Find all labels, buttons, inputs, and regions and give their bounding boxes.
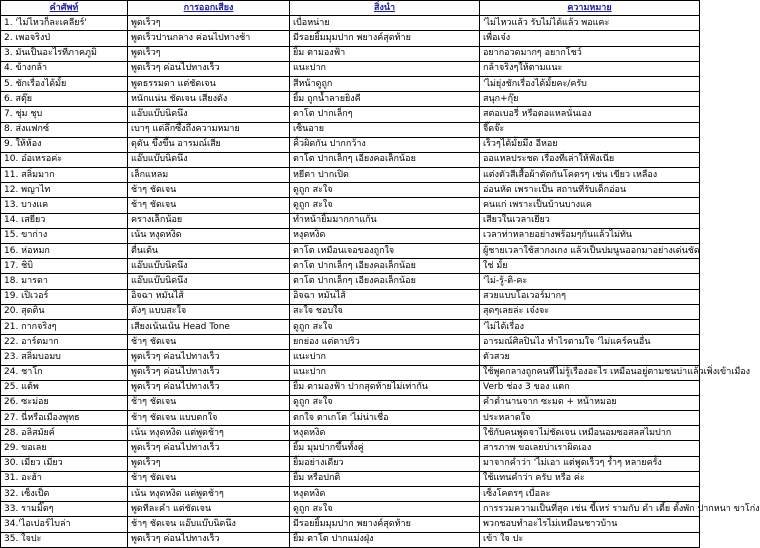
- vocabulary-cell: 24. ชาโก: [1, 365, 128, 380]
- meaning-cell: อ่อนหัด เพราะเป็น สถานที่รับเด็กอ่อน: [480, 183, 700, 198]
- expression-cell: เซ็นอาย: [290, 122, 480, 137]
- expression-cell: แนะปาก: [290, 365, 480, 380]
- pronunciation-cell: หนักแน่น ชัดเจน เสียงดัง: [128, 92, 290, 107]
- expression-cell: แนะปาก: [290, 61, 480, 76]
- pronunciation-cell: ดังๆ แบบสะใจ: [128, 304, 290, 319]
- expression-cell: ยิ้ม ถูกน้ำลายยิงคี: [290, 92, 480, 107]
- table-row: [1, 244, 700, 259]
- table-row: [1, 107, 700, 122]
- vocabulary-cell: 25. แต้พ: [1, 380, 128, 395]
- meaning-cell: จี๊ดจ๊ะ: [480, 122, 700, 137]
- meaning-cell: ใช้พูดกลางถูกคนที่ไม่รู้เรื่องอะไร เหมือนอยู่ตามชนบ่าแล้วเพิ่งเข้าเมือง: [480, 365, 700, 380]
- meaning-cell: เร็วๆได้มั้ยมึง อีหอย: [480, 137, 700, 152]
- expression-cell: ดูถูก สะใจ: [290, 198, 480, 213]
- table-body: [1, 16, 760, 548]
- expression-cell: ตาโต ปากเล็กๆ เอียงคอเล็กน้อย: [290, 152, 480, 167]
- table-row: [1, 365, 700, 380]
- meaning-cell: สารภาพ ขอเลยบ่าเราผิดเอง: [480, 441, 700, 456]
- expression-cell: ยิ้ม ตามองฟ้า: [290, 46, 480, 61]
- vocabulary-cell: 19. เปิเวอร์: [1, 289, 128, 304]
- meaning-cell: เซ็งโคตรๆ เบื่อละ: [480, 487, 700, 502]
- table-row: [1, 319, 700, 334]
- pronunciation-cell: ช้าๆ ชัดเจน: [128, 335, 290, 350]
- meaning-cell: ออแหลประชด เรื่องที่เล่าให้ฟังเนี่ย: [480, 152, 700, 167]
- vocabulary-cell: 23. สลิ่มบอมบ: [1, 350, 128, 365]
- expression-cell: ตาโต ปากเล็กๆ เอียงคอเล็กน้อย: [290, 259, 480, 274]
- meaning-cell: ตัวสวย: [480, 350, 700, 365]
- table-row: [1, 92, 700, 107]
- header-pronunciation: การออกเสียง: [128, 1, 290, 16]
- meaning-cell: ใช้กับคนพูดจาไม่ชัดเจน เหมือนอมซอสลสไมปาก: [480, 426, 700, 441]
- pronunciation-cell: พูดเร็วๆ: [128, 456, 290, 471]
- vocabulary-cell: 2. เพอจริงป่: [1, 31, 128, 46]
- meaning-cell: พวกชอบทำอะไรไม่เหมือนชาวบ้าน: [480, 517, 700, 532]
- pronunciation-cell: พูดธรรมดา แต่ชัดเจน: [128, 76, 290, 91]
- vocabulary-cell: 3. มันเป็นอะไรที่ภาคภูมิ: [1, 46, 128, 61]
- vocabulary-cell: 30. เมี่ยว เมี่ยว: [1, 456, 128, 471]
- header-expression: สิ่งนำ: [290, 1, 480, 16]
- vocabulary-cell: 9. ให้ห้อง: [1, 137, 128, 152]
- meaning-cell: ผู้ชายเวลาใช้สากงเกง แล้วเป็นปมนูนออกมาอย่างเด่นชัด: [480, 244, 700, 259]
- meaning-cell: เพื่อเจ๋ง: [480, 31, 700, 46]
- pronunciation-cell: ช้าๆ ชัดเจน: [128, 395, 290, 410]
- pronunciation-cell: พูดเร็วๆ ค่อนไปทางเร็ว: [128, 365, 290, 380]
- meaning-cell: 'ไม่ยุ่งชักเรื่องได้มั้ยคะ/ครับ: [480, 76, 700, 91]
- pronunciation-cell: เน้น หงุดหงิด: [128, 228, 290, 243]
- pronunciation-cell: แอ๊บแบ๊บนิดนึง: [128, 274, 290, 289]
- expression-cell: ยิ้ม หรือปกติ: [290, 471, 480, 486]
- expression-cell: ดูถูก สะใจ: [290, 395, 480, 410]
- pronunciation-cell: ช้าๆ ชัดเจน: [128, 198, 290, 213]
- meaning-cell: สตอเบอรี่ หรือตอแหลนั่นเอง: [480, 107, 700, 122]
- vocabulary-cell: 31. อะฮ้า: [1, 471, 128, 486]
- vocabulary-cell: 1. 'ไม่ไหวก็ละเคลียร์': [1, 16, 128, 31]
- expression-cell: ดูถูก สะใจ: [290, 319, 480, 334]
- meaning-cell: กล้าจริงๆให้ตามแนะ: [480, 61, 700, 76]
- vocabulary-cell: 13. บางแค: [1, 198, 128, 213]
- meaning-cell: เวลาท่าหลายอย่างพร้อมๆกันแล้วไม่ทัน: [480, 228, 700, 243]
- expression-cell: ตาโต เหมือนเจอของถูกใจ: [290, 244, 480, 259]
- expression-cell: ดูถูก สะใจ: [290, 502, 480, 517]
- table-row: [1, 16, 700, 31]
- table-row: [1, 31, 700, 46]
- vocabulary-cell: 20. สุดติน: [1, 304, 128, 319]
- vocabulary-cell: 29. ขอเลย: [1, 441, 128, 456]
- meaning-cell: สนุก+กุ๊ย: [480, 92, 700, 107]
- vocabulary-cell: 12. พญาไท: [1, 183, 128, 198]
- meaning-cell: Verb ช่อง 3 ของ แตก: [480, 380, 700, 395]
- pronunciation-cell: พูดเร็วๆ ค่อนไปทางเร็ว: [128, 61, 290, 76]
- pronunciation-cell: ดุดัน ขึ้งขึ้น อารมณ์เสีย: [128, 137, 290, 152]
- meaning-cell: อยากอวดมากๆ อยากโชว์: [480, 46, 700, 61]
- table-row: [1, 137, 700, 152]
- table-row: [1, 487, 700, 502]
- expression-cell: ยิ้มอย่างเดียว: [290, 456, 480, 471]
- pronunciation-cell: ช้าๆ ชัดเจน แอ๊บแบ๊บนิดนึง: [128, 517, 290, 532]
- pronunciation-cell: เสียงเน้นเน้น Head Tone: [128, 319, 290, 334]
- expression-cell: หงุดหงิด: [290, 228, 480, 243]
- expression-cell: คิ้วผิดกัน ปากกว้าง: [290, 137, 480, 152]
- table-row: [1, 152, 700, 167]
- header-vocabulary: คำศัพท์: [1, 1, 128, 16]
- vocabulary-cell: 17. ชิบิ: [1, 259, 128, 274]
- pronunciation-cell: เน้น หงุดหงิด แต่พูดช้าๆ: [128, 426, 290, 441]
- meaning-cell: สุดๆเลยล่ะ เจ๋งจะ: [480, 304, 700, 319]
- table-row: [1, 76, 700, 91]
- table-row: [1, 61, 700, 76]
- meaning-cell: อารมณ์ศิลปินไง ทำไรตามใจ 'ไม่แคร์คนอื่น: [480, 335, 700, 350]
- expression-cell: ตาโต ปากเล็กๆ เอียงคอเล็กน้อย: [290, 274, 480, 289]
- table-row: [1, 122, 700, 137]
- vocabulary-cell: 22. อาร์ตมาก: [1, 335, 128, 350]
- table-row: [1, 350, 700, 365]
- meaning-cell: การรวมความเป็นที่สุด เช่น ขี้เหร่ รามกับ ดำ เตี้ย ตั้งพัก ปากหนา ขาโก่ง: [480, 502, 700, 517]
- table-row: [1, 168, 700, 183]
- pronunciation-cell: พูดเร็วๆ: [128, 16, 290, 31]
- pronunciation-cell: แอ๊บแบ๊บนิดนึง: [128, 259, 290, 274]
- pronunciation-cell: อิจฉา หมั่นไส้: [128, 289, 290, 304]
- meaning-cell: เสียวในเวลาเยี่ยว: [480, 213, 700, 228]
- meaning-cell: คนแก่ เพราะเป็นบ้านบางแค: [480, 198, 700, 213]
- vocabulary-cell: 6. สตุ๊ย: [1, 92, 128, 107]
- pronunciation-cell: พูดทีละคำ แต่ชัดเจน: [128, 502, 290, 517]
- table-row: [1, 259, 700, 274]
- vocabulary-cell: 32. เซ็งเป็ด: [1, 487, 128, 502]
- expression-cell: หงุดหงิด: [290, 426, 480, 441]
- table-row: [1, 228, 700, 243]
- table-row: [1, 441, 700, 456]
- expression-cell: ยกย่อง แต่ตาปริว: [290, 335, 480, 350]
- pronunciation-cell: แอ๊บแบ๊บนิดนึง: [128, 152, 290, 167]
- table-row: [1, 395, 700, 410]
- meaning-cell: ประหลาดใจ: [480, 411, 700, 426]
- table-row: [1, 274, 700, 289]
- expression-cell: ตาโต ปากเล็กๆ: [290, 107, 480, 122]
- vocabulary-cell: 8. ส่งแฟกซ์: [1, 122, 128, 137]
- expression-cell: สะใจ ชอบใจ: [290, 304, 480, 319]
- table-row: [1, 380, 700, 395]
- table-row: [1, 46, 700, 61]
- meaning-cell: แต่งตัวสีเสื้อผ้าตัดกันโคตรๆ เช่น เขียว เหลือง: [480, 168, 700, 183]
- pronunciation-cell: พูดเร็วๆ: [128, 46, 290, 61]
- pronunciation-cell: พูดเร็วๆ ค่อนไปทางเร็ว: [128, 350, 290, 365]
- meaning-cell: สวยแบบโอเวอร์มากๆ: [480, 289, 700, 304]
- pronunciation-cell: พูดเร็วๆ ค่อนไปทางเร็ว: [128, 441, 290, 456]
- expression-cell: อิจฉา หมั่นไส้: [290, 289, 480, 304]
- meaning-cell: 'ไม่ได้เรื่อง: [480, 319, 700, 334]
- expression-cell: หยีตา ปากเปิด: [290, 168, 480, 183]
- pronunciation-cell: พูดเร็วๆ ค่อนไปทางเร็ว: [128, 532, 290, 547]
- table-row: [1, 517, 700, 532]
- pronunciation-cell: ช้าๆ ชัดเจน แบบตกใจ: [128, 411, 290, 426]
- table-row: [1, 426, 700, 441]
- table-row: [1, 502, 700, 517]
- table-row: [1, 411, 700, 426]
- meaning-cell: เข้า ใจ ปะ: [480, 532, 700, 547]
- expression-cell: ยิ้ม ตามองฟ้า ปากสุดท้ายไม่เท่ากัน: [290, 380, 480, 395]
- table-row: [1, 289, 700, 304]
- expression-cell: ยิ้ม ตาโต ปากแม่งฝุ่ง: [290, 532, 480, 547]
- vocabulary-cell: 28. อลิสมัยค์: [1, 426, 128, 441]
- pronunciation-cell: ช้าๆ ชัดเจน: [128, 183, 290, 198]
- expression-cell: มีรอยยิ้มมุมปาก พยางค์สุดท้าย: [290, 31, 480, 46]
- pronunciation-cell: ช้าๆ ชัดเจน: [128, 471, 290, 486]
- table-row: [1, 304, 700, 319]
- meaning-cell: 'ไม่-รู้-ติ-คะ: [480, 274, 700, 289]
- table-row: [1, 532, 700, 547]
- vocabulary-cell: 21. กากจริงๆ: [1, 319, 128, 334]
- pronunciation-cell: ครางเล็กน้อย: [128, 213, 290, 228]
- vocabulary-cell: 27. นี่หรือเมืองพุทธ: [1, 411, 128, 426]
- header-row: [1, 1, 700, 16]
- pronunciation-cell: พูดเร็วปานกลาง ค่อนไปทางช้า: [128, 31, 290, 46]
- expression-cell: เบื่อหน่าย: [290, 16, 480, 31]
- table-row: [1, 335, 700, 350]
- vocabulary-cell: 16. ห่อหมก: [1, 244, 128, 259]
- pronunciation-cell: เบาๆ แต่ลึกซึ้งถึงความหมาย: [128, 122, 290, 137]
- meaning-cell: ใช้แทนคำว่า ครับ หรือ ค่ะ: [480, 471, 700, 486]
- vocabulary-cell: 33. รามมิ๊ดๆ: [1, 502, 128, 517]
- pronunciation-cell: ตื่นเต้น: [128, 244, 290, 259]
- table-row: [1, 456, 700, 471]
- pronunciation-cell: เน้น หงุดหงิด แต่พูดช้าๆ: [128, 487, 290, 502]
- vocabulary-cell: 14. เสยี่ยว: [1, 213, 128, 228]
- expression-cell: แนะปาก: [290, 350, 480, 365]
- expression-cell: ดูถูก สะใจ: [290, 183, 480, 198]
- pronunciation-cell: พูดเร็วๆ ค่อนไปทางเร็ว: [128, 380, 290, 395]
- vocabulary-cell: 15. ขาก่าง: [1, 228, 128, 243]
- vocabulary-cell: 26. ซะม่อย: [1, 395, 128, 410]
- table-row: [1, 471, 700, 486]
- expression-cell: มีรอยยิ้มมุมปาก พยางค์สุดท้าย: [290, 517, 480, 532]
- table-row: [1, 213, 700, 228]
- vocabulary-cell: 34.'ไอเปอร์ไบล่า: [1, 517, 128, 532]
- meaning-cell: มาจากคำว่า 'ไม่เอา แต่พูดเร็วๆ ร้ำๆ หลายครั้ง: [480, 456, 700, 471]
- header-meaning: ความหมาย: [480, 1, 700, 16]
- expression-cell: ทำหน้ายิ้มมากกาแก้น: [290, 213, 480, 228]
- meaning-cell: 'ไม่ไหวแล้ว รับไม่ได้แล้ว พอแคะ: [480, 16, 700, 31]
- expression-cell: ยิ้ม มุมปากขึ้นทั้งคู่: [290, 441, 480, 456]
- vocabulary-cell: 18. มารดา: [1, 274, 128, 289]
- vocabulary-cell: 35. ใจปะ: [1, 532, 128, 547]
- expression-cell: ตกใจ ตาเกโต 'ไม่น่าเชื่อ: [290, 411, 480, 426]
- meaning-cell: คำตำนานจาก ซะมด + หน้าหมอย: [480, 395, 700, 410]
- expression-cell: สีหน้าดูถูก: [290, 76, 480, 91]
- table-row: [1, 183, 700, 198]
- vocabulary-cell: 4. ข้างกล้า: [1, 61, 128, 76]
- vocabulary-cell: 5. ชักเรื่องได้มั้ย: [1, 76, 128, 91]
- vocabulary-cell: 10. อ๋อเหรอค่ะ: [1, 152, 128, 167]
- vocabulary-cell: 11. สลิ่มมาก: [1, 168, 128, 183]
- pronunciation-cell: เล็กแหลม: [128, 168, 290, 183]
- table-row: [1, 198, 700, 213]
- vocabulary-cell: 7. ชุ่ม ชุบ: [1, 107, 128, 122]
- pronunciation-cell: แอ๊บแบ๊บนิดนึง: [128, 107, 290, 122]
- expression-cell: หงุดหงิด: [290, 487, 480, 502]
- meaning-cell: ใช่ มั้ย: [480, 259, 700, 274]
